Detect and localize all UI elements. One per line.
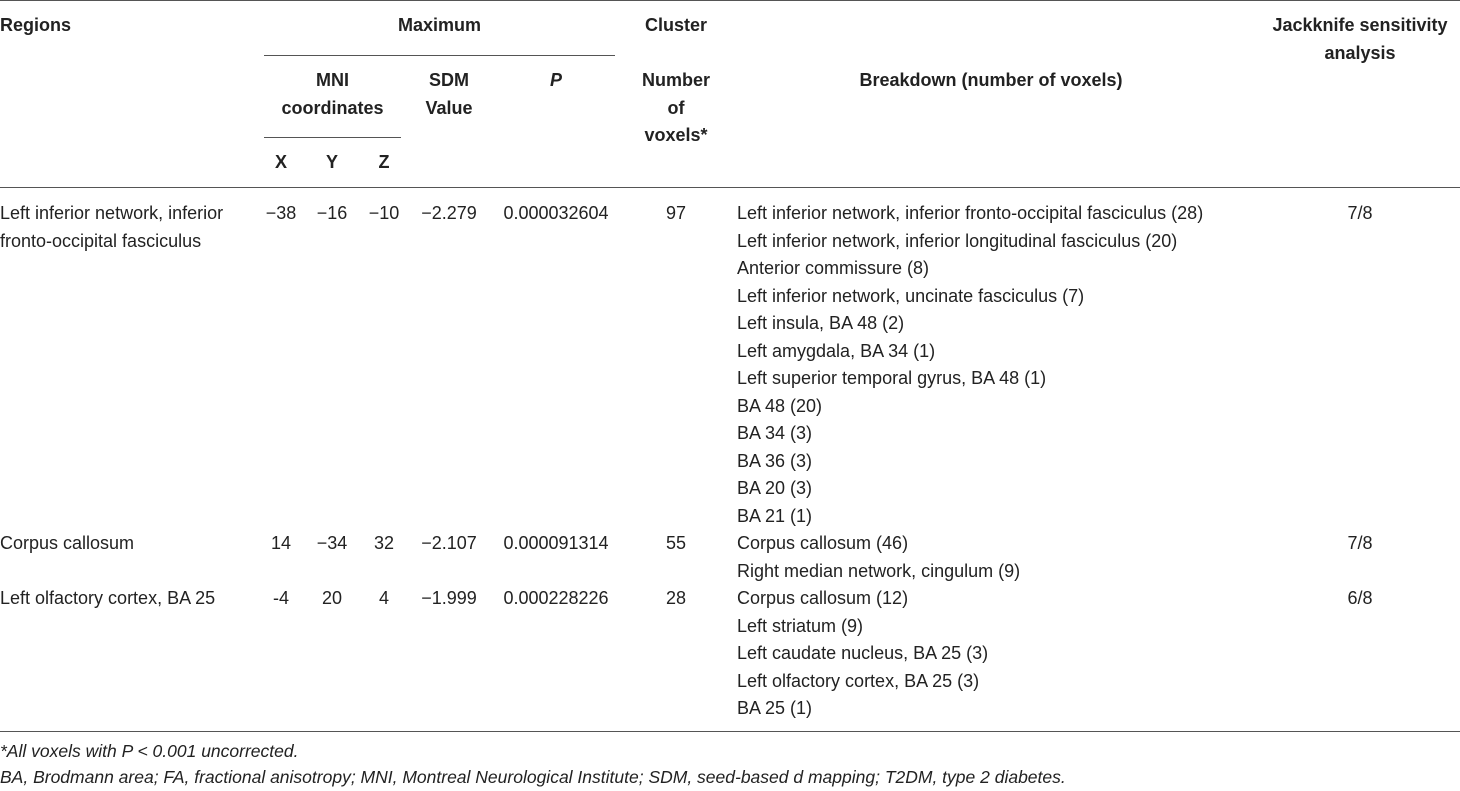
footnote-voxel-threshold: *All voxels with P < 0.001 uncorrected. xyxy=(0,741,299,761)
sdm-cell: −2.279 xyxy=(421,203,477,223)
sdm-cell: −1.999 xyxy=(421,588,477,608)
header-bottom-rule xyxy=(0,187,1460,188)
table-top-rule xyxy=(0,0,1460,1)
header-breakdown: Breakdown (number of voxels) xyxy=(859,70,1123,90)
z-cell: 4 xyxy=(378,588,389,608)
breakdown-item: BA 21 (1) xyxy=(737,505,813,526)
sdm-cell: −2.107 xyxy=(421,533,477,553)
y-cell: −16 xyxy=(316,203,348,223)
footnote-abbreviations: BA, Brodmann area; FA, fractional anisotropy; MNI, Montreal Neurological Institute; SDM, seed-based d mapping; T2DM, type 2 diabetes. xyxy=(0,767,1066,787)
breakdown-item: Left caudate nucleus, BA 25 (3) xyxy=(737,643,989,663)
header-mni-line2: coordinates xyxy=(281,98,384,118)
breakdown-item: Left olfactory cortex, BA 25 (3) xyxy=(737,670,980,691)
y-cell: 20 xyxy=(321,588,343,608)
breakdown-item: BA 36 (3) xyxy=(737,450,813,471)
breakdown-item: BA 34 (3) xyxy=(737,423,813,443)
header-jackknife-line1: Jackknife sensitivity xyxy=(1272,15,1448,35)
breakdown-item: BA 25 (1) xyxy=(737,698,813,718)
breakdown-item: Left inferior network, inferior longitudinal fasciculus (20) xyxy=(737,230,1178,251)
maximum-underline xyxy=(264,55,615,56)
jackknife-cell: 7/8 xyxy=(1347,203,1373,223)
breakdown-item: Left inferior network, uncinate fasciculus (7) xyxy=(737,285,1085,306)
breakdown-item: Right median network, cingulum (9) xyxy=(737,560,1021,581)
p-cell: 0.000228226 xyxy=(503,588,609,608)
header-cluster: Cluster xyxy=(644,15,707,35)
breakdown-item: Left inferior network, inferior fronto-occipital fasciculus (28) xyxy=(737,203,1204,223)
region-cell: Left inferior network, inferior xyxy=(0,203,224,223)
header-regions: Regions xyxy=(0,15,72,35)
voxels-cell: 97 xyxy=(665,203,687,223)
header-number-line2: of xyxy=(667,98,685,118)
breakdown-item: BA 20 (3) xyxy=(737,478,813,498)
table-bottom-rule xyxy=(0,731,1460,732)
x-cell: -4 xyxy=(272,588,289,608)
region-cell: Corpus callosum xyxy=(0,533,135,553)
header-sdm-line2: Value xyxy=(425,98,473,118)
header-sdm-line1: SDM xyxy=(429,70,469,90)
breakdown-item: Corpus callosum (46) xyxy=(737,533,909,553)
z-cell: −10 xyxy=(368,203,400,223)
header-x: X xyxy=(274,152,287,172)
header-p: P xyxy=(549,70,562,90)
y-cell: −34 xyxy=(316,533,348,553)
breakdown-item: Anterior commissure (8) xyxy=(737,258,930,278)
p-cell: 0.000032604 xyxy=(503,203,609,223)
x-cell: −38 xyxy=(265,203,297,223)
header-number-line3: voxels* xyxy=(644,125,708,145)
voxels-cell: 28 xyxy=(665,588,687,608)
header-mni-line1: MNI xyxy=(316,70,349,90)
x-cell: 14 xyxy=(270,533,292,553)
mni-underline xyxy=(264,137,401,138)
breakdown-item: BA 48 (20) xyxy=(737,395,823,416)
voxels-cell: 55 xyxy=(665,533,687,553)
header-number-line1: Number xyxy=(641,70,710,90)
z-cell: 32 xyxy=(373,533,395,553)
region-cell-continued: fronto-occipital fasciculus xyxy=(0,231,202,251)
header-z: Z xyxy=(378,152,390,172)
p-cell: 0.000091314 xyxy=(503,533,609,553)
header-y: Y xyxy=(325,152,338,172)
breakdown-item: Corpus callosum (12) xyxy=(737,588,909,608)
breakdown-item: Left amygdala, BA 34 (1) xyxy=(737,340,936,361)
breakdown-item: Left striatum (9) xyxy=(737,615,864,636)
breakdown-item: Left insula, BA 48 (2) xyxy=(737,313,905,333)
region-cell: Left olfactory cortex, BA 25 xyxy=(0,588,216,608)
breakdown-cell xyxy=(737,585,988,723)
header-jackknife-line2: analysis xyxy=(1324,43,1396,63)
header-maximum: Maximum xyxy=(397,15,482,35)
breakdown-item: Left superior temporal gyrus, BA 48 (1) xyxy=(737,368,1047,388)
breakdown-cell xyxy=(737,200,1203,530)
jackknife-cell: 7/8 xyxy=(1347,533,1373,553)
jackknife-cell: 6/8 xyxy=(1347,588,1373,608)
breakdown-cell xyxy=(737,530,1020,585)
